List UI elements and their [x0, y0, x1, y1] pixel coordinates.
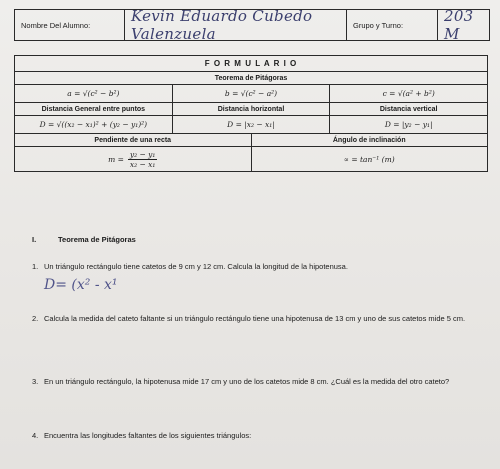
student-header: [14, 9, 490, 41]
dist-general-formula: D = √((x₂ − x₁)² + (y₂ − y₁)²): [15, 116, 173, 133]
question-number: 2.: [32, 314, 39, 323]
formula-a: a = √(c² − b²): [15, 85, 173, 102]
question-number: 3.: [32, 377, 39, 386]
slope-denominator: x₂ − x₁: [129, 159, 156, 169]
question-text: En un triángulo rectángulo, la hipotenusa mide 17 cm y uno de los catetos mide 8 cm. ¿Cuál es la medida del otro cateto?: [44, 377, 450, 386]
slope-fraction: [128, 150, 158, 169]
question-number: 4.: [32, 431, 39, 440]
question-text: Encuentra las longitudes faltantes de los siguientes triángulos:: [44, 431, 252, 440]
question-1: [32, 262, 477, 272]
formula-c: c = √(a² + b²): [382, 89, 435, 98]
slope-lhs: m =: [108, 154, 124, 164]
slope-formula: [15, 147, 252, 171]
question-text: Un triángulo rectángulo tiene catetos de 9 cm y 12 cm. Calcula la longitud de la hipotenusa.: [44, 262, 348, 271]
formula-table: [14, 55, 488, 172]
question-text: Calcula la medida del cateto faltante si un triángulo rectángulo tiene una hipotenusa de 13 cm y uno de sus catetos mide 5 cm.: [44, 314, 466, 323]
slope-numerator: y₂ − y₁: [129, 149, 156, 159]
angle-formula: ∝ = tan⁻¹ (m): [343, 154, 395, 164]
dist-vertical-header: Distancia vertical: [379, 105, 438, 113]
dist-general-header: Distancia General entre puntos: [15, 103, 173, 115]
pitagoras-title: Teorema de Pitágoras: [214, 74, 288, 82]
formulario-title: F O R M U L A R I O: [204, 59, 298, 68]
dist-horizontal-header: Distancia horizontal: [173, 103, 331, 115]
slope-header: Pendiente de una recta: [15, 134, 252, 146]
question-number: 1.: [32, 262, 39, 271]
section-heading: [32, 235, 136, 244]
formula-b: b = √(c² − a²): [173, 85, 331, 102]
dist-horizontal-formula: D = |x₂ − x₁|: [173, 116, 331, 133]
question-2: [32, 314, 477, 324]
group-value: 203 M: [444, 7, 474, 43]
group-label: Grupo y Turno:: [347, 10, 438, 40]
question-3: [32, 377, 477, 387]
section-title: Teorema de Pitágoras: [58, 235, 136, 244]
handwritten-answer-1: D= (x² - x¹: [44, 277, 118, 293]
name-label: Nombre Del Alumno:: [15, 10, 125, 40]
name-value: Kevin Eduardo Cubedo Valenzuela: [125, 10, 347, 40]
section-number: I.: [32, 235, 37, 244]
question-4: [32, 431, 477, 441]
dist-vertical-formula: D = |y₂ − y₁|: [384, 120, 433, 129]
angle-header: Ángulo de inclinación: [332, 136, 406, 144]
